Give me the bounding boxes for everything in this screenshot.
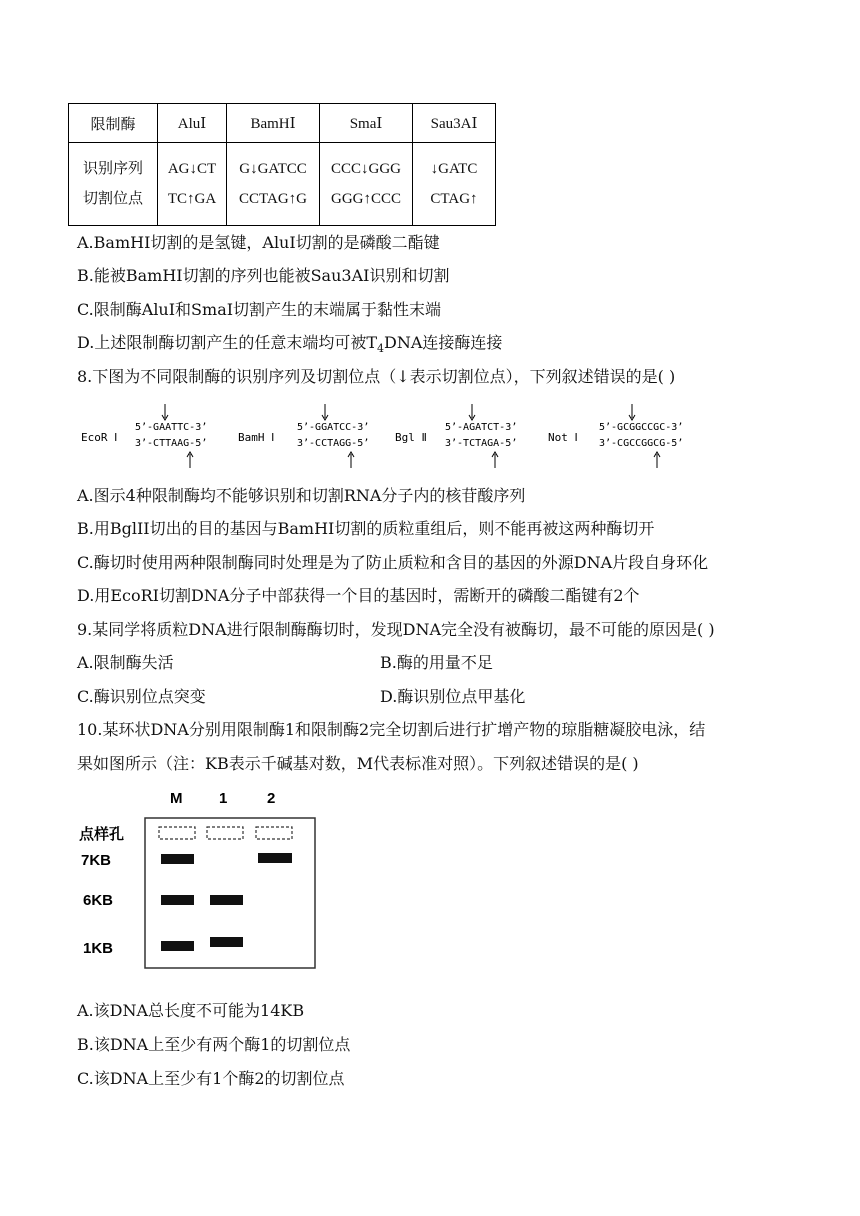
q7-option-c: C.限制酶AluⅠ和SmaⅠ切割产生的末端属于黏性末端: [77, 300, 442, 319]
down-arrow-icon: [322, 404, 328, 420]
well-label: 点样孔: [79, 826, 125, 843]
down-arrow-icon: [469, 404, 475, 420]
seq-bottom: GGG↑CCC: [330, 191, 401, 207]
table-header-cell: BamHⅠ: [227, 104, 320, 143]
lane-label-m: M: [170, 790, 183, 807]
q9-option-d: D.酶识别位点甲基化: [380, 687, 526, 706]
table-header-cell: Sau3AⅠ: [413, 104, 496, 143]
seq-bottom: CTAG↑: [430, 191, 478, 207]
seq-top: 5’-GCGGCCGC-3’: [599, 422, 684, 433]
q7-option-d-text: D.上述限制酶切割产生的任意末端均可被T: [77, 333, 378, 352]
table-header-cell: AluⅠ: [158, 104, 227, 143]
seq-bottom: 3’-TCTAGA-5’: [445, 438, 518, 449]
restriction-site-diagram: [75, 398, 695, 474]
seq-bottom: 3’-CCTAGG-5’: [297, 438, 370, 449]
table-header-cell: 限制酶: [69, 104, 158, 143]
q10-option-c: C.该DNA上至少有1个酶2的切割位点: [77, 1069, 345, 1088]
band-1-1kb: [210, 937, 243, 947]
band-label-6kb: 6KB: [83, 892, 114, 909]
q8-option-c: C.酶切时使用两种限制酶同时处理是为了防止质粒和含目的基因的外源DNA片段自身环化: [77, 553, 709, 572]
band-1-6kb: [210, 895, 243, 905]
seq-top: CCC↓GGG: [330, 161, 401, 177]
sample-well-1: [207, 827, 243, 839]
q10-option-b: B.该DNA上至少有两个酶1的切割位点: [77, 1035, 351, 1054]
q9-option-c: C.酶识别位点突变: [77, 687, 206, 706]
lane-label-1: 1: [219, 790, 228, 807]
row-label-cut-site: 切割位点: [82, 191, 143, 207]
enzyme-name: Not Ⅰ: [548, 431, 578, 444]
seq-top: 5’-AGATCT-3’: [445, 422, 518, 433]
up-arrow-icon: [187, 452, 193, 468]
seq-top: 5’-GGATCC-3’: [297, 422, 370, 433]
enzyme-name: BamH Ⅰ: [238, 431, 275, 444]
table-cell: [158, 143, 227, 226]
q7-option-b: B.能被BamHⅠ切割的序列也能被Sau3AⅠ识别和切割: [77, 266, 450, 285]
down-arrow-icon: [629, 404, 635, 420]
up-arrow-icon: [492, 452, 498, 468]
seq-bottom: CCTAG↑G: [239, 191, 307, 207]
q8-option-a: A.图示4种限制酶均不能够识别和切割RNA分子内的核苷酸序列: [77, 486, 526, 505]
table-cell: [227, 143, 320, 226]
band-m-1kb: [161, 941, 194, 951]
band-2-7kb: [258, 853, 292, 863]
gel-electrophoresis-figure: [75, 784, 355, 974]
q10-stem-line1: 10.某环状DNA分别用限制酶1和限制酶2完全切割后进行扩增产物的琼脂糖凝胶电泳，结: [77, 720, 706, 739]
q7-option-d: [77, 333, 502, 359]
seq-top: 5’-GAATTC-3’: [135, 422, 208, 433]
row-label-recognition: 识别序列: [82, 161, 143, 177]
q10-option-a: A.该DNA总长度不可能为14KB: [77, 1001, 305, 1020]
q8-option-d: D.用EcoRI切割DNA分子中部获得一个目的基因时，需断开的磷酸二酯键有2个: [77, 586, 640, 605]
enzyme-name: Bgl Ⅱ: [395, 431, 427, 444]
q9-option-a: A.限制酶失活: [77, 653, 174, 672]
table-cell: [413, 143, 496, 226]
seq-bottom: 3’-CTTAAG-5’: [135, 438, 208, 449]
enzyme-name: EcoR Ⅰ: [81, 431, 118, 444]
seq-top: G↓GATCC: [239, 161, 307, 177]
seq-top: AG↓CT: [167, 161, 217, 177]
enzyme-table: [68, 103, 496, 226]
down-arrow-icon: [162, 404, 168, 420]
band-m-7kb: [161, 854, 194, 864]
table-header-cell: SmaⅠ: [320, 104, 413, 143]
up-arrow-icon: [654, 452, 660, 468]
subscript-4: 4: [377, 342, 385, 356]
table-row-label: [69, 143, 158, 226]
q8-stem: 8.下图为不同限制酶的识别序列及切割位点（↓表示切割位点），下列叙述错误的是( ): [77, 367, 676, 386]
seq-bottom: 3’-CGCCGGCG-5’: [599, 438, 684, 449]
lane-label-2: 2: [267, 790, 276, 807]
q8-option-b: B.用BglII切出的目的基因与BamHI切割的质粒重组后，则不能再被这两种酶切开: [77, 519, 655, 538]
q10-stem-line2: 果如图所示（注：KB表示千碱基对数，M代表标准对照）。下列叙述错误的是( ): [77, 754, 639, 773]
band-m-6kb: [161, 895, 194, 905]
band-label-7kb: 7KB: [81, 852, 112, 869]
q7-option-d-text-end: DNA连接酶连接: [384, 333, 503, 352]
q9-option-b: B.酶的用量不足: [380, 653, 493, 672]
q9-stem: 9.某同学将质粒DNA进行限制酶酶切时，发现DNA完全没有被酶切，最不可能的原因是( ): [77, 620, 715, 639]
sample-well-m: [159, 827, 195, 839]
band-label-1kb: 1KB: [83, 940, 114, 957]
sample-well-2: [256, 827, 292, 839]
table-cell: [320, 143, 413, 226]
q7-option-a: A.BamHⅠ切割的是氢键，AluⅠ切割的是磷酸二酯键: [77, 233, 440, 252]
up-arrow-icon: [348, 452, 354, 468]
seq-top: ↓GATC: [430, 161, 478, 177]
seq-bottom: TC↑GA: [167, 191, 217, 207]
